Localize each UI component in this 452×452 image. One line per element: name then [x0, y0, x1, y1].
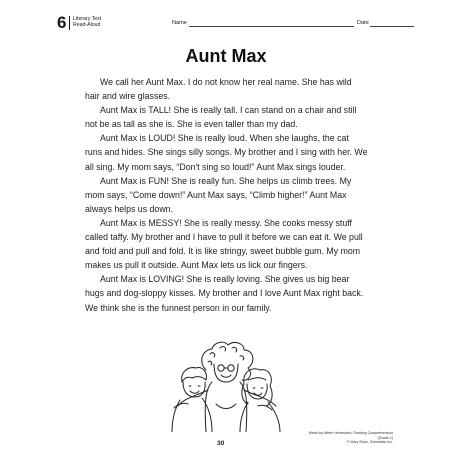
boy-face	[183, 382, 205, 397]
aunt-smile	[221, 375, 231, 377]
aunt-glasses-right	[228, 365, 234, 371]
header-divider	[69, 16, 70, 30]
story-paragraph: Aunt Max is LOVING! She is really loving. She gives us big bear hugs and dog-sloppy kisses. My brother and I love Aunt Max right back. We think she is the funnest person in our family.	[85, 274, 364, 313]
name-label: Name	[172, 20, 187, 26]
name-field[interactable]	[189, 26, 354, 27]
story-title: Aunt Max	[185, 46, 267, 66]
header-label-line1: Literary Text	[73, 16, 102, 22]
story-paragraph: Aunt Max is MESSY! She is really messy. She cooks messy stuff called taffy. My brother and I have to pull it before we can eat it. We pull and fold and pull and fold. It is like stringy, sweet bubble gum. My mom makes us pull it outside. Aunt Max lets us lick our fingers.	[85, 217, 363, 271]
story-paragraph: Aunt Max is TALL! She is really tall. I can stand on a chair and still not be as tall as she is. She is even taller than my dad.	[85, 105, 357, 130]
page-number: 30	[217, 440, 225, 447]
story-paragraph: Aunt Max is FUN! She is really fun. She helps us climb trees. My mom says, “Come down!” Aunt Max says, “Climb higher!” Aunt Max always helps us down.	[85, 175, 352, 214]
header-label-line2: Read-Aloud	[73, 22, 101, 29]
copyright-credit	[303, 431, 393, 445]
story-paragraph: We call her Aunt Max. I do not know her real name. She has wild hair and wire glasses.	[85, 77, 352, 102]
header-number: 6	[57, 13, 67, 32]
aunt-glasses-left	[218, 365, 224, 371]
story-text	[85, 75, 368, 315]
family-hug-illustration	[168, 340, 284, 432]
girl-hand	[258, 405, 272, 410]
date-label: Date	[357, 20, 369, 26]
header-label	[73, 16, 101, 29]
boy-hair	[182, 368, 207, 382]
story-paragraph: Aunt Max is LOUD! She is really loud. When she laughs, the cat runs and hides. She sings silly songs. My brother and I sing with her. We all sing. My mom says, “Don't sing so loud!” Aunt Max sings louder.	[85, 133, 368, 172]
girl-face	[247, 384, 267, 399]
page-header	[57, 14, 395, 32]
credit-line1: Week-by-Week Homework: Reading Comprehension (Grade 1)	[308, 431, 393, 440]
date-field[interactable]	[370, 26, 414, 27]
credit-line2: © Mary Rose, Scholastic Inc.	[346, 440, 393, 445]
aunt-hair-curls	[208, 347, 244, 365]
